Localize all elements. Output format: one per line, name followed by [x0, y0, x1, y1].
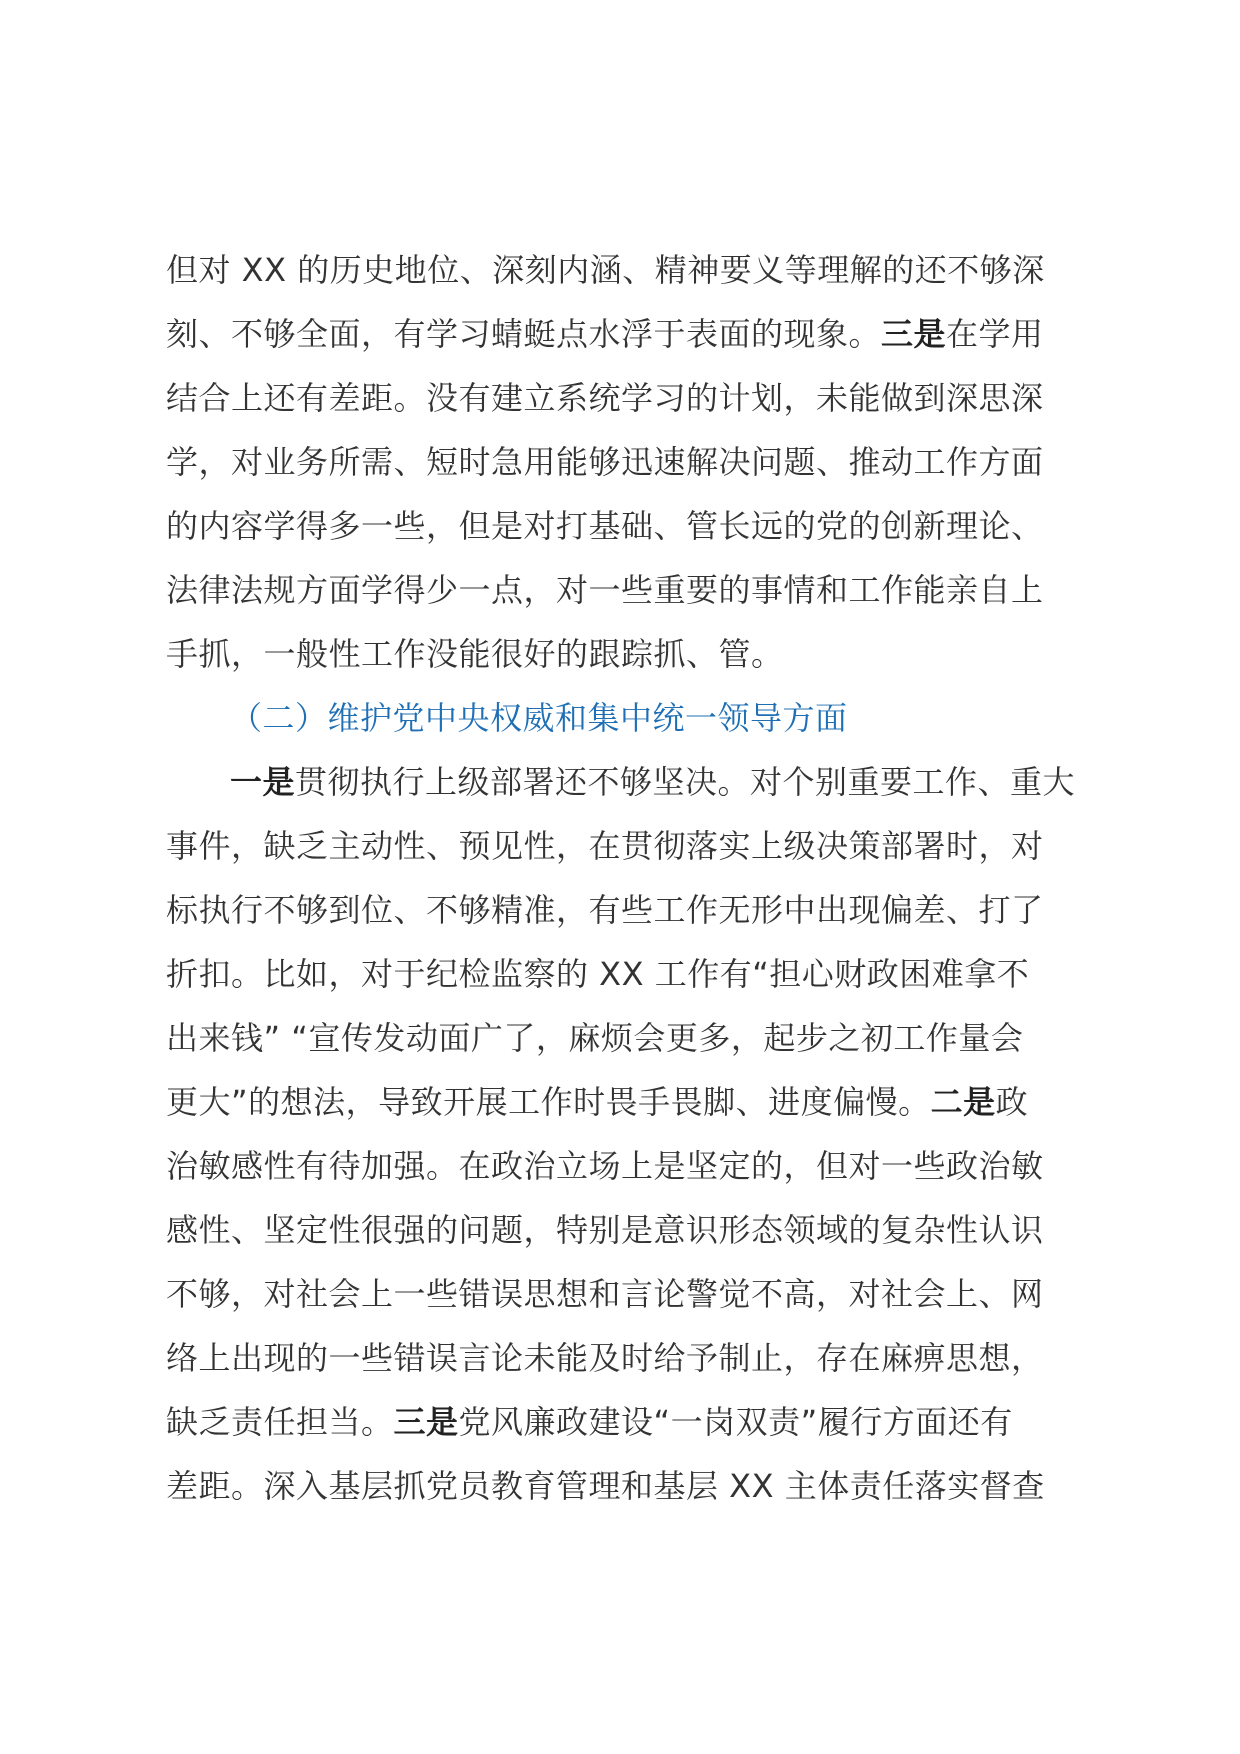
text-run: 事件，缺乏主动性、预见性，在贯彻落实上级决策部署时，对 [166, 827, 1044, 865]
text-run: 贯彻执行上级部署还不够坚决。对个别重要工作、重大 [295, 763, 1076, 801]
paragraph-line [166, 430, 1096, 494]
paragraph-line [166, 814, 1096, 878]
text-run: 出来钱” “宣传发动面广了，麻烦会更多，起步之初工作量会 [166, 1019, 1024, 1057]
text-run: 标执行不够到位、不够精准，有些工作无形中出现偏差、打了 [166, 891, 1044, 929]
text-run: 政 [995, 1083, 1029, 1121]
emphasis-run: 一是 [230, 763, 296, 801]
text-run: 治敏感性有待加强。在政治立场上是坚定的，但对一些政治敏 [166, 1147, 1044, 1185]
text-run: 学，对业务所需、短时急用能够迅速解决问题、推动工作方面 [166, 443, 1044, 481]
text-run: 的内容学得多一些，但是对打基础、管长远的党的创新理论、 [166, 507, 1044, 545]
paragraph-line [166, 558, 1096, 622]
text-run: 感性、坚定性很强的问题，特别是意识形态领域的复杂性认识 [166, 1211, 1044, 1249]
body-text [166, 238, 1096, 1518]
paragraph-line [166, 494, 1096, 558]
text-run: 结合上还有差距。没有建立系统学习的计划，未能做到深思深 [166, 379, 1044, 417]
text-run: 更大”的想法，导致开展工作时畏手畏脚、进度偏慢。 [166, 1083, 931, 1121]
paragraph-line [166, 1006, 1096, 1070]
paragraph-line [166, 366, 1096, 430]
paragraph-line [166, 942, 1096, 1006]
emphasis-run: 二是 [930, 1083, 996, 1121]
text-run: 络上出现的一些错误言论未能及时给予制止，存在麻痹思想， [166, 1339, 1044, 1377]
section-heading [166, 686, 1096, 750]
section-heading-text: （二）维护党中央权威和集中统一领导方面 [230, 699, 848, 737]
text-run: 手抓，一般性工作没能很好的跟踪抓、管。 [166, 635, 784, 673]
text-run: 党风廉政建设“一岗双责”履行方面还有 [458, 1403, 1013, 1441]
text-run: 但对 XX 的历史地位、深刻内涵、精神要义等理解的还不够深 [166, 251, 1045, 289]
paragraph-line [166, 622, 1096, 686]
paragraph-line [166, 302, 1096, 366]
paragraph-line [166, 878, 1096, 942]
paragraph-line [166, 1070, 1096, 1134]
text-run: 缺乏责任担当。 [166, 1403, 394, 1441]
paragraph-line [166, 1326, 1096, 1390]
paragraph-line [166, 1454, 1096, 1518]
emphasis-run: 三是 [881, 315, 947, 353]
text-run: 法律法规方面学得少一点，对一些重要的事情和工作能亲自上 [166, 571, 1044, 609]
paragraph-line [166, 1198, 1096, 1262]
text-run: 差距。深入基层抓党员教育管理和基层 XX 主体责任落实督查 [166, 1467, 1045, 1505]
paragraph-line [166, 1262, 1096, 1326]
paragraph-line [166, 1390, 1096, 1454]
paragraph-line [166, 750, 1096, 814]
paragraph-line [166, 238, 1096, 302]
text-run: 不够，对社会上一些错误思想和言论警觉不高，对社会上、网 [166, 1275, 1044, 1313]
text-run: 在学用 [946, 315, 1044, 353]
emphasis-run: 三是 [393, 1403, 459, 1441]
paragraph-line [166, 1134, 1096, 1198]
text-run: 刻、不够全面，有学习蜻蜓点水浮于表面的现象。 [166, 315, 882, 353]
text-run: 折扣。比如，对于纪检监察的 XX 工作有“担心财政困难拿不 [166, 955, 1030, 993]
